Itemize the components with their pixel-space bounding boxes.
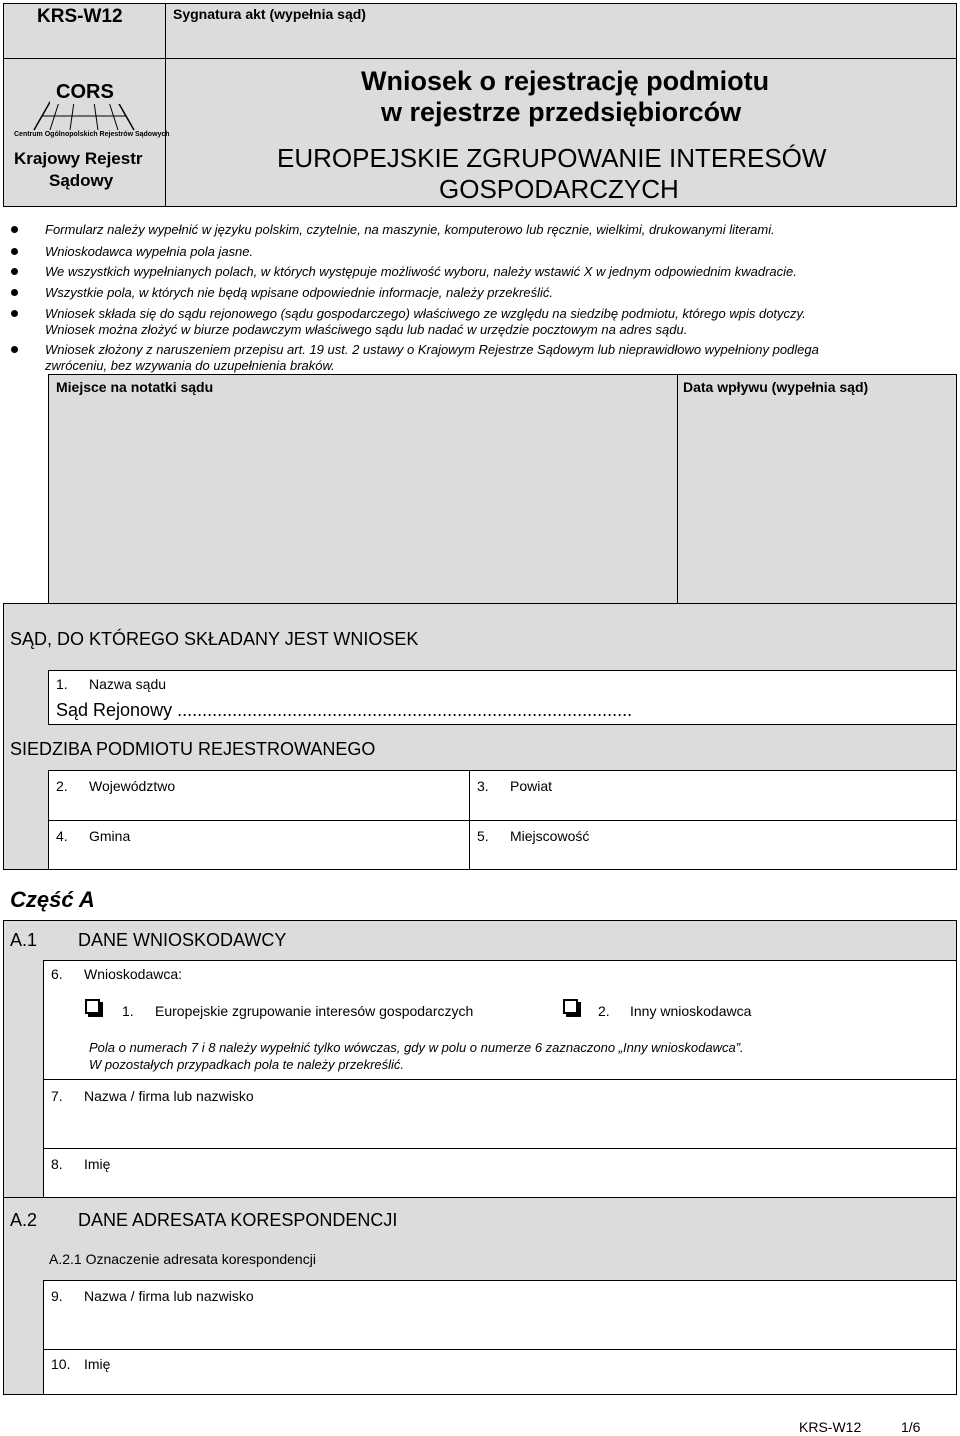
field-7-label: Nazwa / firma lub nazwisko (84, 1088, 254, 1104)
cors-logo (14, 78, 170, 138)
registry-name-line2: Sądowy (49, 171, 114, 190)
instruction-1: Formularz należy wypełnić w języku polskim, czytelnie, na maszynie, komputerowo lub ręcznie, wielkimi, drukowanymi literami. (45, 222, 775, 237)
form-subtitle-line1: EUROPEJSKIE ZGRUPOWANIE INTERESÓW (277, 143, 827, 173)
option-2-checkbox[interactable] (563, 999, 578, 1014)
logo-subtext: Centrum Ogólnopolskich Rejestrów Sądowych (14, 131, 170, 138)
instruction-3: We wszystkich wypełnianych polach, w których występuje możliwość wyboru, należy wstawić X w jednym odpowiednim kwadracie. (45, 264, 797, 279)
option-1-label: Europejskie zgrupowanie interesów gospodarczych (155, 1003, 474, 1019)
bullet-icon (11, 248, 18, 255)
applicant-first-name-field[interactable] (43, 1148, 957, 1198)
footer-form-code: KRS-W12 (799, 1419, 862, 1435)
instruction-2: Wnioskodawca wypełnia pola jasne. (45, 244, 254, 259)
field-2-number: 2. (56, 778, 68, 794)
bullet-icon (11, 289, 18, 296)
bullet-icon (11, 346, 18, 353)
section-a1-title: DANE WNIOSKODAWCY (78, 930, 287, 950)
field-6-number: 6. (51, 966, 63, 982)
signature-label: Sygnatura akt (wypełnia sąd) (173, 6, 366, 22)
field-9-number: 9. (51, 1288, 63, 1304)
bullet-icon (11, 310, 18, 317)
instruction-5b: Wniosek można złożyć w biurze podawczym właściwego sądu lub nadać w urzędzie pocztowym na adres sądu. (45, 322, 688, 337)
field-3-label: Powiat (510, 778, 553, 794)
instruction-5a: Wniosek składa się do sądu rejonowego (sądu gospodarczego) właściwego ze względu na siedzibę podmiotu, którego wpis dotyczy. (45, 306, 806, 321)
footer-page-number: 1/6 (901, 1419, 921, 1435)
court-name-value: Sąd Rejonowy ........................................................................................... (56, 700, 633, 720)
section-a21-label: A.2.1 Oznaczenie adresata korespondencji (49, 1251, 316, 1267)
part-a-heading: Część A (10, 887, 95, 912)
field-6-label: Wnioskodawca: (84, 966, 183, 982)
field-10-label: Imię (84, 1356, 111, 1372)
field-1-number: 1. (56, 676, 68, 692)
court-section-heading: SĄD, DO KTÓREGO SKŁADANY JEST WNIOSEK (10, 629, 419, 649)
form-title-line1: Wniosek o rejestrację podmiotu (361, 66, 770, 96)
option-1-checkbox[interactable] (85, 999, 100, 1014)
fields-7-8-note-line2: W pozostałych przypadkach pola te należy przekreślić. (89, 1057, 405, 1072)
fields-7-8-note-line1: Pola o numerach 7 i 8 należy wypełnić tylko wówczas, gdy w polu o numerze 6 zaznaczono „Inny wnioskodawca”. (89, 1040, 744, 1055)
registry-name-line1: Krajowy Rejestr (14, 149, 143, 168)
field-8-label: Imię (84, 1156, 111, 1172)
form-code: KRS-W12 (37, 6, 123, 27)
logo-text: CORS (56, 81, 114, 103)
option-2-number: 2. (598, 1003, 610, 1019)
correspondent-first-name-field[interactable] (43, 1349, 957, 1395)
form-title-line2: w rejestrze przedsiębiorców (381, 97, 742, 127)
court-notes-label: Miejsce na notatki sądu (56, 379, 214, 395)
court-notes-box (48, 374, 678, 604)
seat-section-heading: SIEDZIBA PODMIOTU REJESTROWANEGO (10, 739, 376, 759)
instruction-4: Wszystkie pola, w których nie będą wpisane odpowiednie informacje, należy przekreślić. (45, 285, 553, 300)
field-7-number: 7. (51, 1088, 63, 1104)
field-4-label: Gmina (89, 828, 131, 844)
section-a1-number: A.1 (10, 930, 38, 950)
field-5-number: 5. (477, 828, 489, 844)
field-8-number: 8. (51, 1156, 63, 1172)
bullet-icon (11, 226, 18, 233)
section-a2-title: DANE ADRESATA KORESPONDENCJI (78, 1210, 398, 1230)
instruction-6b: zwróceniu, bez wzywania do uzupełnienia braków. (45, 358, 335, 373)
field-4-number: 4. (56, 828, 68, 844)
header-divider-h (3, 58, 957, 59)
section-a2-number: A.2 (10, 1210, 38, 1230)
option-2-label: Inny wnioskodawca (630, 1003, 752, 1019)
field-1-label: Nazwa sądu (89, 676, 167, 692)
option-1-number: 1. (122, 1003, 134, 1019)
field-3-number: 3. (477, 778, 489, 794)
instruction-6a: Wniosek złożony z naruszeniem przepisu art. 19 ust. 2 ustawy o Krajowym Rejestrze Sądowym lub nieprawidłowo wypełniony podlega (45, 342, 819, 357)
bullet-icon (11, 268, 18, 275)
field-9-label: Nazwa / firma lub nazwisko (84, 1288, 254, 1304)
receipt-date-label: Data wpływu (wypełnia sąd) (683, 379, 869, 395)
field-5-label: Miejscowość (510, 828, 590, 844)
field-10-number: 10. (51, 1356, 71, 1372)
receipt-date-box (677, 374, 957, 604)
field-2-label: Województwo (89, 778, 176, 794)
form-subtitle-line2: GOSPODARCZYCH (439, 174, 679, 204)
header-divider-v (165, 3, 166, 207)
